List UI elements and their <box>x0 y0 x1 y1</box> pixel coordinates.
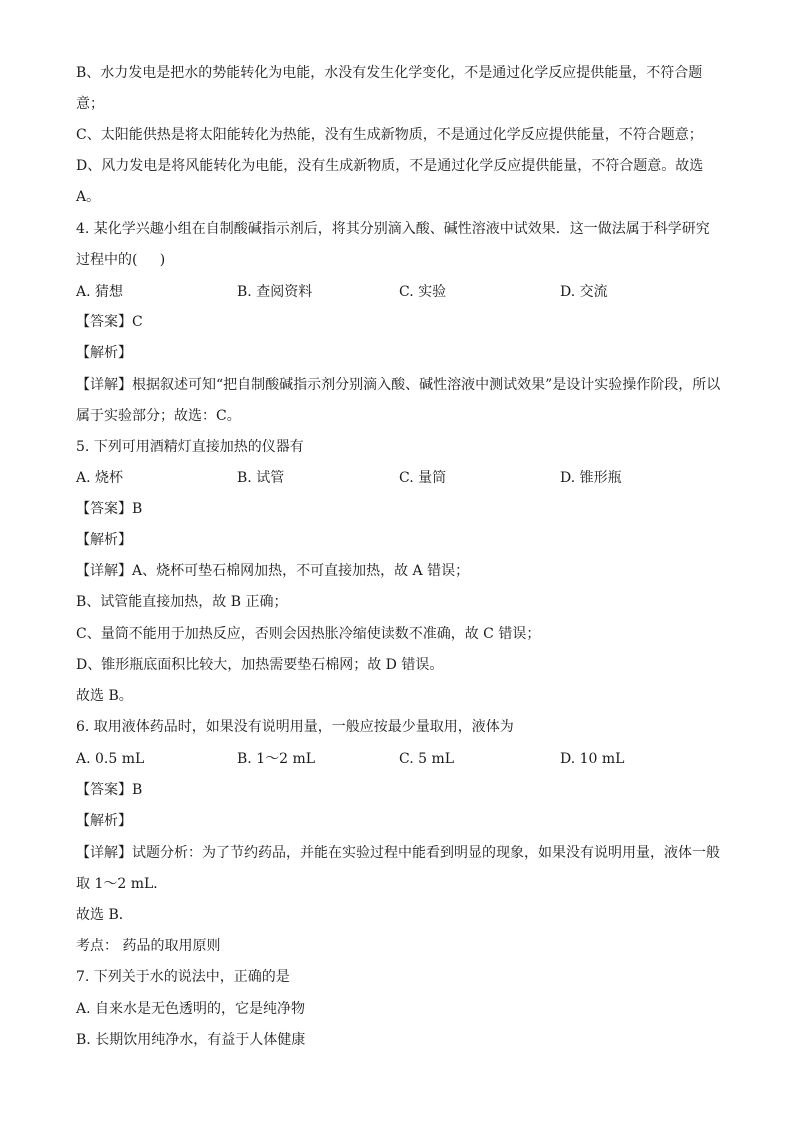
q4-detail: 属于实验部分；故选：C。 <box>76 408 241 424</box>
q6-detail: 【详解】试题分析：为了节约药品，并能在实验过程中能看到明显的现象，如果没有说明用量，液体一般 <box>76 845 720 861</box>
text-line: A。 <box>76 189 101 205</box>
q6-option-c: C. 5 mL <box>399 751 455 767</box>
q5-option-b: B. 试管 <box>237 470 285 486</box>
q6-analysis: 【解析】 <box>76 813 132 829</box>
q4-option-a: A. 猜想 <box>76 284 124 300</box>
q5-detail: D、锥形瓶底面积比较大，加热需要垫石棉网；故 D 错误。 <box>76 657 444 673</box>
q4-option-c: C. 实验 <box>399 284 447 300</box>
q4-detail: 【详解】根据叙述可知“把自制酸碱指示剂分别滴入酸、碱性溶液中测试效果”是设计实验操作阶段，所以 <box>76 377 721 393</box>
q6-detail: 故选 B． <box>76 907 133 923</box>
question-7-stem: 7. 下列关于水的说法中，正确的是 <box>76 969 290 985</box>
q5-analysis: 【解析】 <box>76 532 132 548</box>
q4-option-b: B. 查阅资料 <box>237 284 313 300</box>
q7-option-a: A. 自来水是无色透明的，它是纯净物 <box>76 1001 306 1017</box>
q5-option-c: C. 量筒 <box>399 470 447 486</box>
text-line: D、风力发电是将风能转化为电能，没有生成新物质，不是通过化学反应提供能量，不符合题意。故选 <box>76 158 704 174</box>
q6-detail: 考点： 药品的取用原则 <box>76 938 221 954</box>
q6-detail: 取 1～2 mL． <box>76 876 168 892</box>
q5-detail: 【详解】A、烧杯可垫石棉网加热，不可直接加热，故 A 错误； <box>76 563 470 579</box>
q6-answer: 【答案】B <box>76 782 143 798</box>
question-6-stem: 6. 取用液体药品时，如果没有说明用量，一般应按最少量取用，液体为 <box>76 719 514 735</box>
question-4-stem: 过程中的( ) <box>76 252 166 268</box>
q6-option-d: D. 10 mL <box>560 751 625 767</box>
q5-detail: B、试管能直接加热，故 B 正确； <box>76 594 288 610</box>
question-4-stem: 4. 某化学兴趣小组在自制酸碱指示剂后，将其分别滴入酸、碱性溶液中试效果．这一做法属于科学研究 <box>76 221 710 237</box>
q6-option-b: B. 1～2 mL <box>237 751 316 767</box>
q5-detail: 故选 B。 <box>76 688 133 704</box>
q4-option-d: D. 交流 <box>560 284 608 300</box>
q6-option-a: A. 0.5 mL <box>76 751 145 767</box>
text-line: C、太阳能供热是将太阳能转化为热能，没有生成新物质，不是通过化学反应提供能量，不符合题意； <box>76 127 703 143</box>
text-line: 意； <box>76 96 104 112</box>
q4-analysis: 【解析】 <box>76 345 132 361</box>
q5-option-d: D. 锥形瓶 <box>560 470 622 486</box>
q5-answer: 【答案】B <box>76 501 143 517</box>
q5-option-a: A. 烧杯 <box>76 470 124 486</box>
q5-detail: C、量筒不能用于加热反应，否则会因热胀冷缩使读数不准确，故 C 错误； <box>76 626 541 642</box>
question-5-stem: 5. 下列可用酒精灯直接加热的仪器有 <box>76 439 304 455</box>
text-line: B、水力发电是把水的势能转化为电能，水没有发生化学变化，不是通过化学反应提供能量，不符合题 <box>76 65 703 81</box>
q4-answer: 【答案】C <box>76 314 143 330</box>
q7-option-b: B. 长期饮用纯净水，有益于人体健康 <box>76 1032 306 1048</box>
